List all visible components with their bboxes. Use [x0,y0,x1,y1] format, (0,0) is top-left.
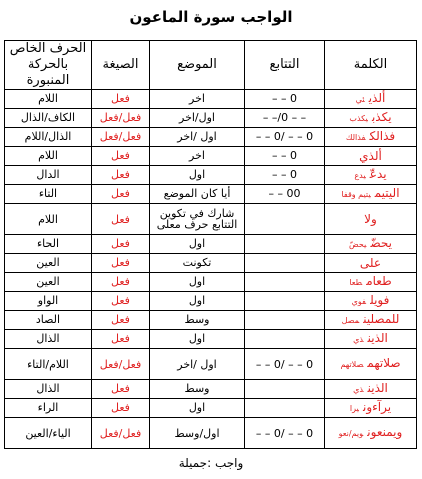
letter-cell: الواو [5,292,92,311]
position-cell: وسط [150,380,245,399]
word-cell [325,349,417,380]
position-cell: اول/اخر [150,109,245,128]
sequence-cell: – – 0/– – [245,109,325,128]
sequence-cell: 0 – – /0 – – [245,418,325,449]
letter-cell: الكاف/الذال [5,109,92,128]
word-hint: مصل [341,316,360,325]
position-cell: اول /اخر [150,349,245,380]
form-cell: فعل/فعل [92,109,150,128]
word-cell [325,292,417,311]
letter-cell: الذال/اللام [5,128,92,147]
word-cell [325,147,417,166]
word-hint: يرا [349,404,359,413]
letter-cell: الحاء [5,235,92,254]
letter-cell: الذال [5,380,92,399]
position-cell: اخر [150,147,245,166]
word-text: فويل [370,293,390,307]
table-row [5,90,417,109]
word-text: يدعّ [369,167,387,181]
letter-cell: التاء [5,185,92,204]
table-row [5,349,417,380]
form-cell: فعل [92,185,150,204]
word-text: صلاتهم [367,356,401,370]
table-row [5,185,417,204]
word-hint: طعا [349,278,363,287]
form-cell: فعل [92,166,150,185]
table-row [5,330,417,349]
header-form: الصيغة [92,41,150,90]
word-text: يحضّ [370,236,392,250]
form-cell: فعل/فعل [92,128,150,147]
word-text: يرآءون [362,400,392,414]
sequence-cell [245,254,325,273]
sequence-cell [245,399,325,418]
position-cell: شارك في تكوين التتابع حرف معلى [150,204,245,235]
table-body [5,90,417,449]
word-hint: يكذب [349,114,368,123]
header-row [5,41,417,90]
sequence-cell: 0 – – [245,90,325,109]
table-row [5,109,417,128]
position-cell: اخر [150,90,245,109]
position-cell: اول [150,273,245,292]
table-row [5,273,417,292]
word-cell [325,235,417,254]
position-cell: اول [150,166,245,185]
position-cell: اول /اخر [150,128,245,147]
table-row [5,204,417,235]
word-text: ألذي [368,91,386,105]
form-cell: فعل [92,330,150,349]
word-hint: فوي [351,297,367,306]
sequence-cell [245,235,325,254]
form-cell: فعل [92,254,150,273]
footer-signature: واجب :جميلة [178,456,244,470]
word-hint: ذي [353,335,364,344]
word-cell [325,311,417,330]
word-cell [325,128,417,147]
word-hint: ويم/نعو [338,429,364,438]
homework-table [4,40,417,449]
table-row [5,128,417,147]
form-cell: فعل [92,235,150,254]
form-cell: فعل/فعل [92,349,150,380]
header-position: الموضع [150,41,245,90]
position-cell: اول [150,330,245,349]
header-sequence: التتابع [245,41,325,90]
word-text: ألذي [359,148,382,163]
position-cell: اول [150,235,245,254]
header-letter: الحرف الخاص بالحركة المنبورة [5,41,92,90]
word-cell [325,109,417,128]
table-row [5,166,417,185]
sequence-cell [245,330,325,349]
word-text: الذين [367,381,388,395]
letter-cell: الدال [5,166,92,185]
letter-cell: اللام [5,147,92,166]
word-cell [325,330,417,349]
header-word: الكلمة [325,41,417,90]
sequence-cell: 0 – – /0 – – [245,128,325,147]
word-cell [325,273,417,292]
word-cell [325,90,417,109]
word-hint: فذالك [345,133,366,142]
position-cell: اول [150,399,245,418]
position-cell: اول/وسط [150,418,245,449]
word-cell [325,185,417,204]
table-row [5,380,417,399]
word-hint: يدع [354,171,366,180]
word-text: للمصلين [363,312,400,326]
position-cell: تكونت [150,254,245,273]
word-cell [325,254,417,273]
word-text: اليتيم [374,186,400,200]
letter-cell: العين [5,254,92,273]
word-cell [325,418,417,449]
table-row [5,147,417,166]
letter-cell: الصاد [5,311,92,330]
page-title: الواجب سورة الماعون [129,8,293,26]
word-hint: يتيم وقفا [341,190,371,199]
word-text: فذالك [369,129,396,143]
position-cell: وسط [150,311,245,330]
form-cell: فعل [92,273,150,292]
form-cell: فعل [92,311,150,330]
sequence-cell: 0 – – /0 – – [245,349,325,380]
letter-cell: الراء [5,399,92,418]
word-cell [325,166,417,185]
word-text: طعام [366,274,392,288]
form-cell: فعل [92,380,150,399]
position-cell: اول [150,292,245,311]
form-cell: فعل [92,147,150,166]
word-text: الذين [367,331,388,345]
sequence-cell [245,311,325,330]
form-cell: فعل [92,292,150,311]
letter-cell: الذال [5,330,92,349]
letter-cell: اللام [5,90,92,109]
word-cell [325,380,417,399]
sequence-cell [245,204,325,235]
position-cell: أيا كان الموضع [150,185,245,204]
sequence-cell: 00 – – [245,185,325,204]
sequence-cell [245,273,325,292]
table-row [5,311,417,330]
letter-cell: العين [5,273,92,292]
table-row [5,254,417,273]
table-row [5,418,417,449]
table-row [5,235,417,254]
word-hint: يحضّ [349,240,367,249]
word-text: على [359,255,382,270]
word-hint: ئي [355,95,365,104]
word-text: ويمنعون [367,425,403,439]
word-hint: ذي [353,385,364,394]
word-text: ولا [364,211,377,226]
table-row [5,292,417,311]
sequence-cell [245,380,325,399]
table-row [5,399,417,418]
word-cell [325,204,417,235]
word-cell [325,399,417,418]
letter-cell: اللام/التاء [5,349,92,380]
form-cell: فعل [92,204,150,235]
form-cell: فعل [92,90,150,109]
sequence-cell: 0 – – [245,147,325,166]
sequence-cell: 0 – – [245,166,325,185]
sequence-cell [245,292,325,311]
form-cell: فعل [92,399,150,418]
word-text: يكذب [371,110,392,124]
letter-cell: اللام [5,204,92,235]
letter-cell: الياء/العين [5,418,92,449]
form-cell: فعل/فعل [92,418,150,449]
word-hint: صلاتهم [340,360,364,369]
